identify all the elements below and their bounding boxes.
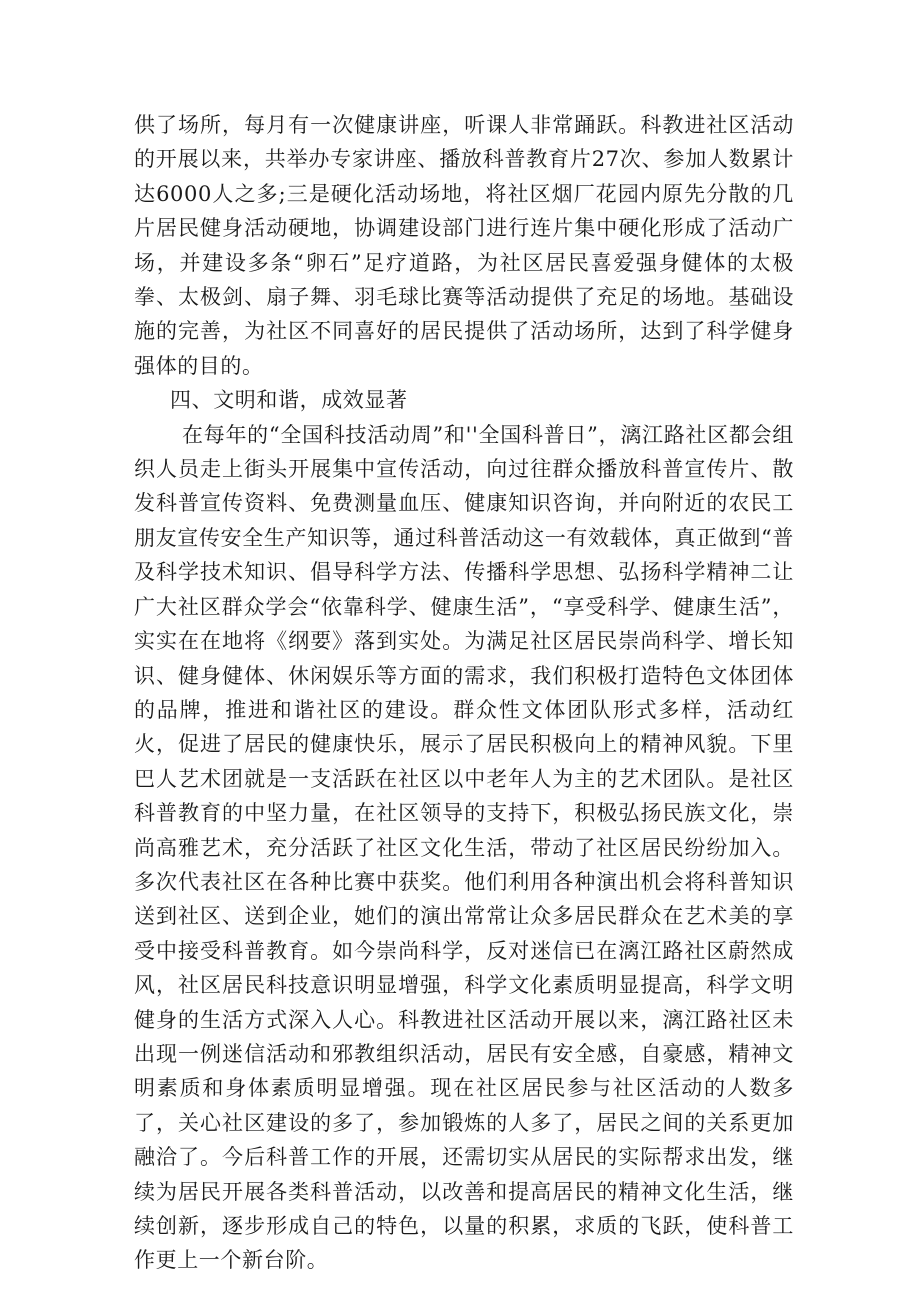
paragraph-continuation: 供了场所，每月有一次健康讲座，听课人非常踊跃。科教进社区活动的开展以来，共举办专家讲座、播放科普教育片27次、参加人数累计达6000人之多;三是硬化活动场地，将社区烟厂花园内原先分散的几片居民健身活动硬地，协调建设部门进行连片集中硬化形成了活动广场，并建设多条“卵石”足疗道路，为社区居民喜爱强身健体的太极拳、太极剑、扇子舞、羽毛球比赛等活动提供了充足的场地。基础设施的完善，为社区不同喜好的居民提供了活动场所，达到了科学健身强体的目的。 [134, 113, 794, 378]
section-heading-civilization-harmony: 四、文明和谐，成效显著 [170, 388, 408, 413]
paragraph-body: 在每年的“全国科技活动周”和''全国科普日”，漓江路社区都会组织人员走上街头开展集中宣传活动，向过往群众播放科普宣传片、散发科普宣传资料、免费测量血压、健康知识咨询，并向附近的农民工朋友宣传安全生产知识等，通过科普活动这一有效载体，真正做到“普及科学技术知识、倡导科学方法、传播科学思想、弘扬科学精神二让广大社区群众学会“依靠科学、健康生活”，“享受科学、健康生活”，实实在在地将《纲要》落到实处。为满足社区居民崇尚科学、增长知识、健身健体、休闲娱乐等方面的需求，我们积极打造特色文体团体的品牌，推进和谐社区的建设。群众性文体团队形式多样，活动红火，促进了居民的健康快乐，展示了居民积极向上的精神风貌。下里巴人艺术团就是一支活跃在社区以中老年人为主的艺术团队。是社区科普教育的中坚力量，在社区领导的支持下，积极弘扬民族文化，崇尚高雅艺术，充分活跃了社区文化生活，带动了社区居民纷纷加入。多次代表社区在各种比赛中获奖。他们利用各种演出机会将科普知识送到社区、送到企业，她们的演出常常让众多居民群众在艺术美的享受中接受科普教育。如今崇尚科学，反对迷信已在漓江路社区蔚然成风，社区居民科技意识明显增强，科学文化素质明显提高，科学文明健身的生活方式深入人心。科教进社区活动开展以来，漓江路社区未出现一例迷信活动和邪教组织活动，居民有安全感，自豪感，精神文明素质和身体素质明显增强。现在社区居民参与社区活动的人数多了，关心社区建设的多了，参加锻炼的人多了，居民之间的关系更加融洽了。今后科普工作的开展，还需切实从居民的实际帮求出发，继续为居民开展各类科普活动，以改善和提高居民的精神文化生活，继续创新，逐步形成自己的特色，以量的积累，求质的飞跃，使科普工作更上一个新台阶。 [134, 422, 794, 1273]
document-body [134, 108, 794, 1278]
